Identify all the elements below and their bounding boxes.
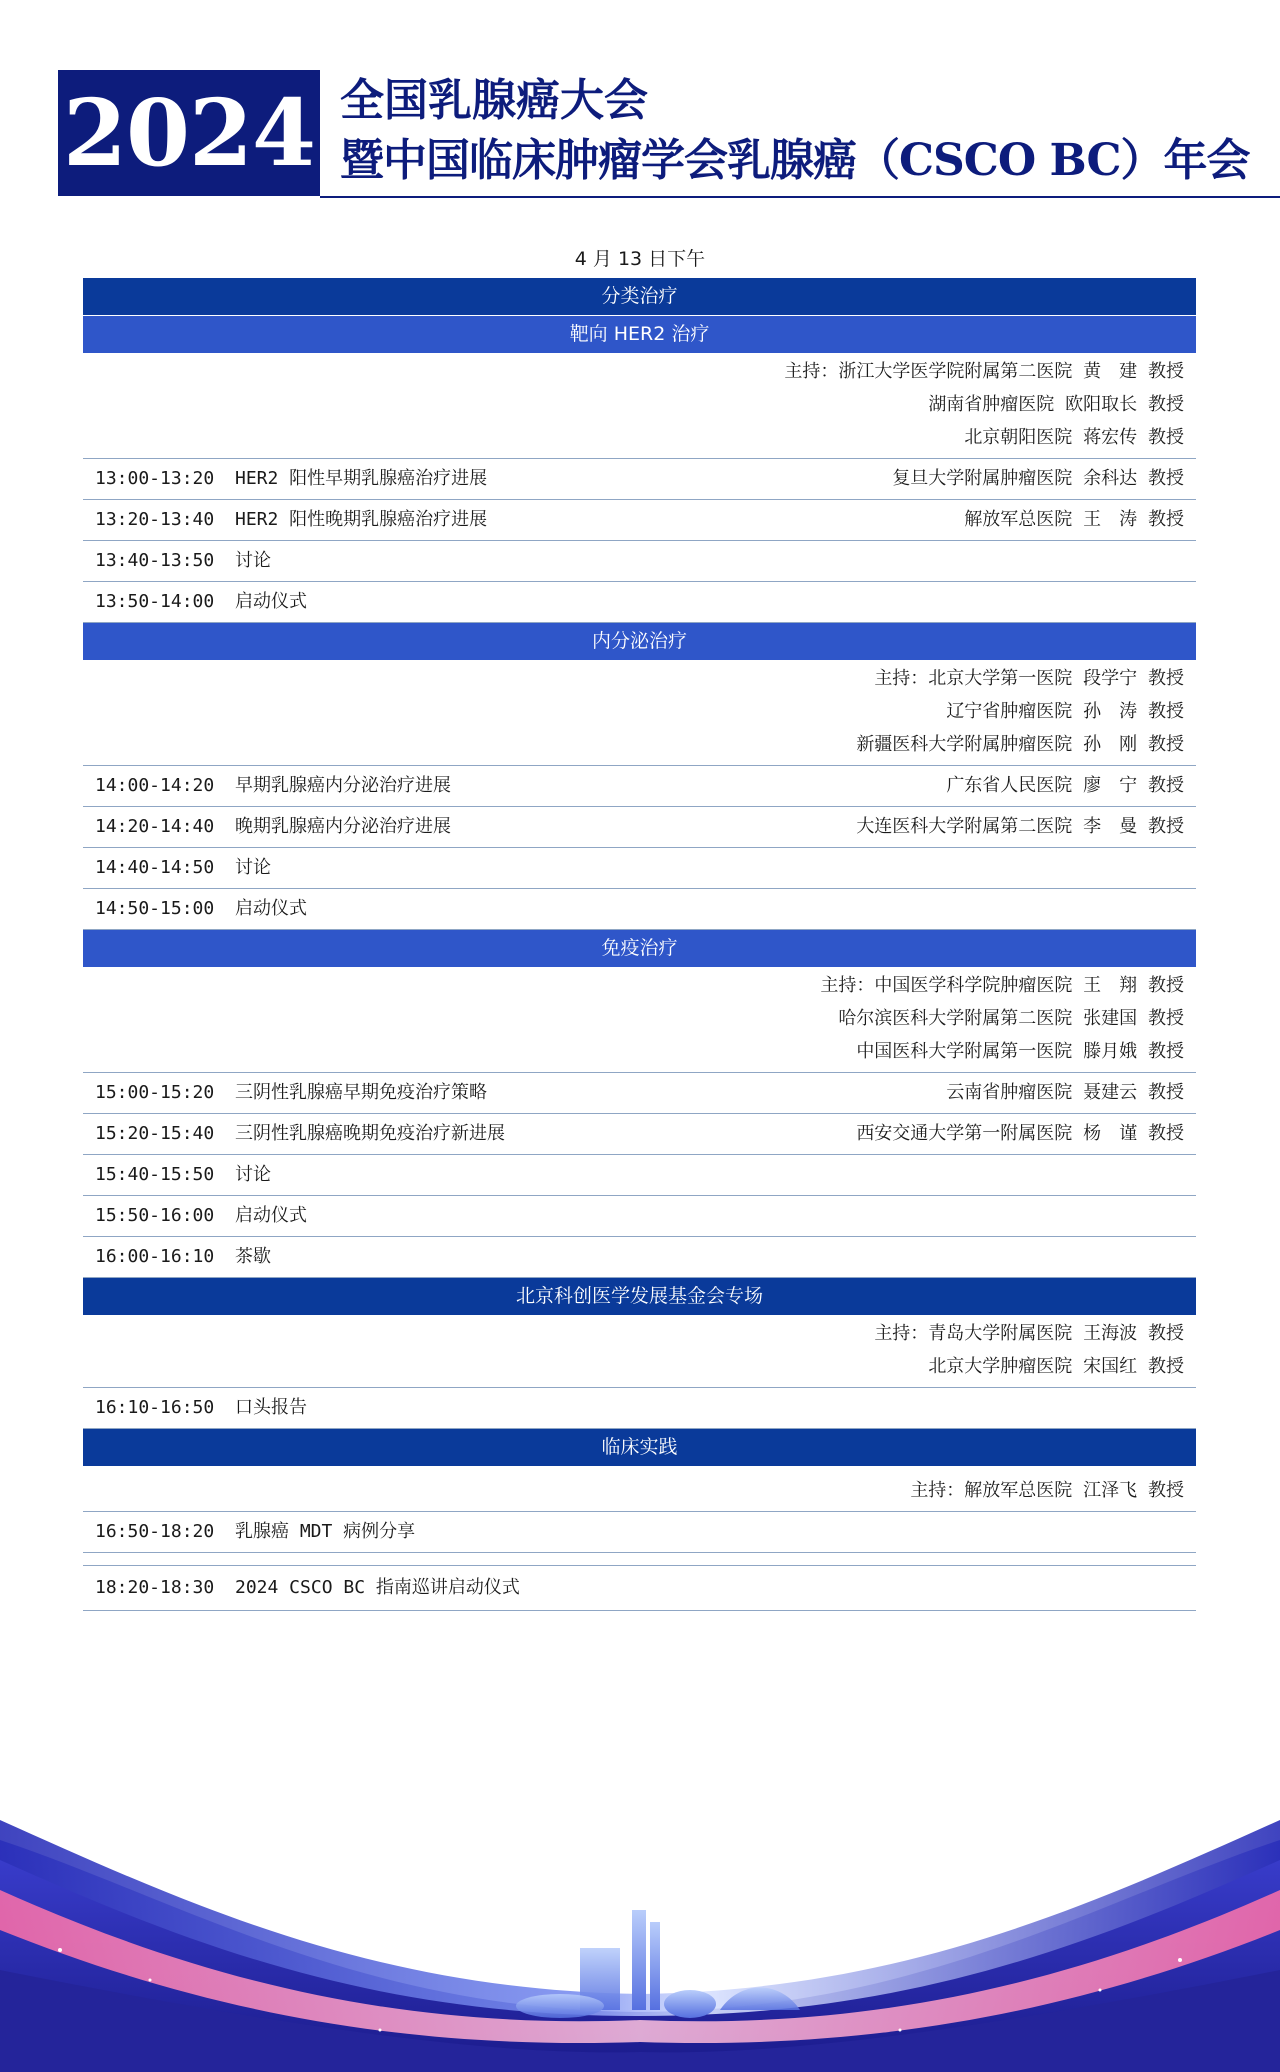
row-speaker: 解放军总医院 王 涛 教授: [964, 509, 1184, 530]
row-time: 16:00-16:10: [95, 1246, 215, 1267]
host-line: 主持：中国医学科学院肿瘤医院 王 翔 教授: [820, 975, 1184, 996]
row-time: 15:20-15:40: [95, 1123, 215, 1144]
row-time: 18:20-18:30: [95, 1577, 215, 1598]
table-row: [83, 1566, 1196, 1611]
title-underline: [320, 196, 1280, 198]
row-speaker: 广东省人民医院 廖 宁 教授: [946, 775, 1184, 796]
row-time: 16:10-16:50: [95, 1397, 215, 1418]
row-time: 14:40-14:50: [95, 857, 215, 878]
table-row: [83, 1155, 1196, 1196]
row-topic: 早期乳腺癌内分泌治疗进展: [235, 775, 451, 796]
row-topic: 三阴性乳腺癌晚期免疫治疗新进展: [235, 1123, 505, 1144]
row-topic: 三阴性乳腺癌早期免疫治疗策略: [235, 1082, 487, 1103]
row-topic: 启动仪式: [235, 591, 307, 612]
section-band-her2: 靶向 HER2 治疗: [83, 315, 1196, 353]
host-block-endocrine: [83, 660, 1196, 766]
row-topic: 晚期乳腺癌内分泌治疗进展: [235, 816, 451, 837]
row-time: 15:50-16:00: [95, 1205, 215, 1226]
host-block-foundation: [83, 1315, 1196, 1388]
table-row: [83, 1237, 1196, 1278]
row-speaker: 云南省肿瘤医院 聂建云 教授: [946, 1082, 1184, 1103]
table-row: [83, 766, 1196, 807]
section-band-foundation: 北京科创医学发展基金会专场: [83, 1278, 1196, 1315]
table-row: [83, 459, 1196, 500]
section-band-main: 分类治疗: [83, 278, 1196, 315]
row-speaker: 复旦大学附属肿瘤医院 余科达 教授: [892, 468, 1184, 489]
host-block-immuno: [83, 967, 1196, 1073]
row-time: 13:00-13:20: [95, 468, 215, 489]
row-speaker: 大连医科大学附属第二医院 李 曼 教授: [856, 816, 1184, 837]
row-time: 16:50-18:20: [95, 1521, 215, 1542]
table-row: [83, 541, 1196, 582]
table-row: [83, 1073, 1196, 1114]
host-line: 主持：浙江大学医学院附属第二医院 黄 建 教授: [784, 361, 1184, 382]
row-speaker: 西安交通大学第一附属医院 杨 谨 教授: [856, 1123, 1184, 1144]
row-time: 13:40-13:50: [95, 550, 215, 571]
table-row: [83, 500, 1196, 541]
row-divider: [83, 1553, 1196, 1566]
section-band-immuno: 免疫治疗: [83, 930, 1196, 967]
row-topic: 讨论: [235, 550, 271, 571]
host-line: 湖南省肿瘤医院 欧阳取长 教授: [928, 394, 1184, 415]
host-line: 主持：解放军总医院 江泽飞 教授: [910, 1480, 1184, 1501]
host-line: 中国医科大学附属第一医院 滕月娥 教授: [856, 1041, 1184, 1062]
host-line: 北京朝阳医院 蒋宏传 教授: [964, 427, 1184, 448]
row-topic: 茶歇: [235, 1246, 271, 1267]
host-line: 北京大学肿瘤医院 宋国红 教授: [928, 1356, 1184, 1377]
row-time: 14:50-15:00: [95, 898, 215, 919]
row-time: 13:20-13:40: [95, 509, 215, 530]
section-band-endocrine: 内分泌治疗: [83, 623, 1196, 660]
table-row: [83, 848, 1196, 889]
table-row: [83, 1114, 1196, 1155]
session-date: 4 月 13 日下午: [574, 248, 706, 270]
host-block-clinical: [83, 1466, 1196, 1512]
row-time: 13:50-14:00: [95, 591, 215, 612]
table-row: [83, 807, 1196, 848]
host-line: 新疆医科大学附属肿瘤医院 孙 刚 教授: [856, 734, 1184, 755]
host-line: 主持：青岛大学附属医院 王海波 教授: [874, 1323, 1184, 1344]
row-topic: 乳腺癌 MDT 病例分享: [235, 1521, 416, 1542]
decorative-footer-waves: [0, 1780, 1280, 2072]
row-topic: 启动仪式: [235, 898, 307, 919]
host-line: 主持：北京大学第一医院 段学宁 教授: [874, 668, 1184, 689]
table-row: [83, 582, 1196, 623]
row-topic: 讨论: [235, 857, 271, 878]
conference-title-line2: 暨中国临床肿瘤学会乳腺癌（CSCO BC）年会: [340, 135, 1250, 186]
row-topic: 讨论: [235, 1164, 271, 1185]
section-band-clinical: 临床实践: [83, 1429, 1196, 1466]
host-block-her2: [83, 353, 1196, 459]
table-row: [83, 1512, 1196, 1553]
table-row: [83, 889, 1196, 930]
row-time: 15:40-15:50: [95, 1164, 215, 1185]
host-line: 哈尔滨医科大学附属第二医院 张建国 教授: [838, 1008, 1184, 1029]
row-topic: 启动仪式: [235, 1205, 307, 1226]
year-badge: 2024: [58, 70, 320, 196]
table-row: [83, 1388, 1196, 1429]
host-line: 辽宁省肿瘤医院 孙 涛 教授: [946, 701, 1184, 722]
row-topic: HER2 阳性早期乳腺癌治疗进展: [235, 468, 488, 489]
schedule-table: [83, 278, 1196, 1611]
conference-title-line1: 全国乳腺癌大会: [340, 75, 648, 126]
row-time: 14:00-14:20: [95, 775, 215, 796]
table-row: [83, 1196, 1196, 1237]
row-time: 15:00-15:20: [95, 1082, 215, 1103]
row-topic: 口头报告: [235, 1397, 307, 1418]
conference-header: [58, 70, 1250, 198]
row-time: 14:20-14:40: [95, 816, 215, 837]
row-topic: 2024 CSCO BC 指南巡讲启动仪式: [235, 1577, 520, 1598]
row-topic: HER2 阳性晚期乳腺癌治疗进展: [235, 509, 488, 530]
